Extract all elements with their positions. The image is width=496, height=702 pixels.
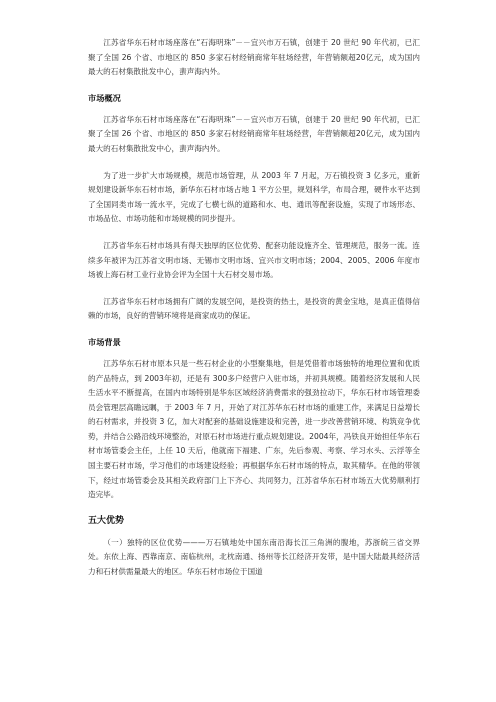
advantage-paragraph-1: （一）独特的区位优势———万石镇地处中国东南沿海长江三角洲的腹地，苏浙皖三省交界处。东依上海、西靠南京、南临杭州，北枕南通、扬州等长江经济开发带，是中国大陆最具经济活力和石材供需量最大的地区。华东石材市场位于国道: [88, 537, 420, 577]
background-paragraph-1: 江苏华东石材市原本只是一些石材企业的小型聚集地，但是凭借着市场独特的地理位置和优质的产品特点，到 2003年初，还是有 300多户经营户入驻市场，并初具规模。随着经济发展和人民生活水平不断提高，在国内市场特别是华东区域经济消费需求的强劲拉动下，华东石材市场管理委员会管理层高瞻远瞩，于 2003 年 7 月，开始了对江苏华东石材市场的重建工作，来满足日益增长的石材需求，并投资 3 亿，加大对配套的基础设施建设和完善，进一步改善营销环境、构筑竞争优势，并结合公路沿线环境整治，对原石材市场进行重点规划建设。2004年，冯铁良开始担任华东石材市场管委会主任，上任 10 天后，他就南下福建、广东，先后参观、考察、学习水头、云浮等全国主要石材市场，学习他们的市场建设经验；再根据华东石材市场的特点，取其精华。在他的带领下，经过市场管委会及其相关政府部门上下齐心、共同努力，江苏省华东石材市场五大优势顺利打造完毕。: [88, 358, 420, 500]
heading-market-overview: 市场概况: [88, 92, 121, 103]
overview-paragraph-2: 为了进一步扩大市场规模，规范市场管理，从 2003 年 7 月起，万石镇投资 3 亿多元，重新规划建设新华东石材市场，新华东石材市场占地 1 平方公里，规划科学，布局合理，硬件水平达到了全国同类市场一流水平，完成了七横七纵的道路和水、电、通讯等配套设施，实现了市场形态、市场品位、市场功能和市场规模的同步提升。: [88, 170, 420, 224]
heading-market-background: 市场背景: [88, 336, 121, 347]
document-body: [88, 36, 420, 592]
heading-five-advantages: 五大优势: [88, 515, 125, 526]
overview-paragraph-4: 江苏省华东石材市场拥有广阔的发展空间，是投资的热土，是投资的黄金宝地，是真正值得信赖的市场，良好的营销环境将是商家成功的保证。: [88, 296, 420, 321]
overview-paragraph-3: 江苏省华东石材市场具有得天独厚的区位优势、配套功能设施齐全、管理规范，服务一流。连续多年被评为江苏省文明市场、无锡市文明市场、宜兴市文明市场；2004、2005、2006 年度市场被上海石材工业行业协会评为全国十大石材交易市场。: [88, 240, 420, 280]
overview-paragraph-1: 江苏省华东石材市场座落在“石海明珠”－－宜兴市万石镇，创建于 20 世纪 90 年代初，已汇聚了全国 26 个省、市地区的 850 多家石材经销商常年驻场经营，年营销额超20亿元，成为国内最大的石材集散批发中心，蜚声海内外。: [88, 114, 420, 153]
intro-paragraph: 江苏省华东石材市场座落在“石海明珠”－－宜兴市万石镇，创建于 20 世纪 90 年代初，已汇聚了全国 26 个省、市地区的 850 多家石材经销商常年驻场经营，年营销额超20亿元，成为国内最大的石材集散批发中心，蜚声海内外。: [88, 38, 420, 77]
